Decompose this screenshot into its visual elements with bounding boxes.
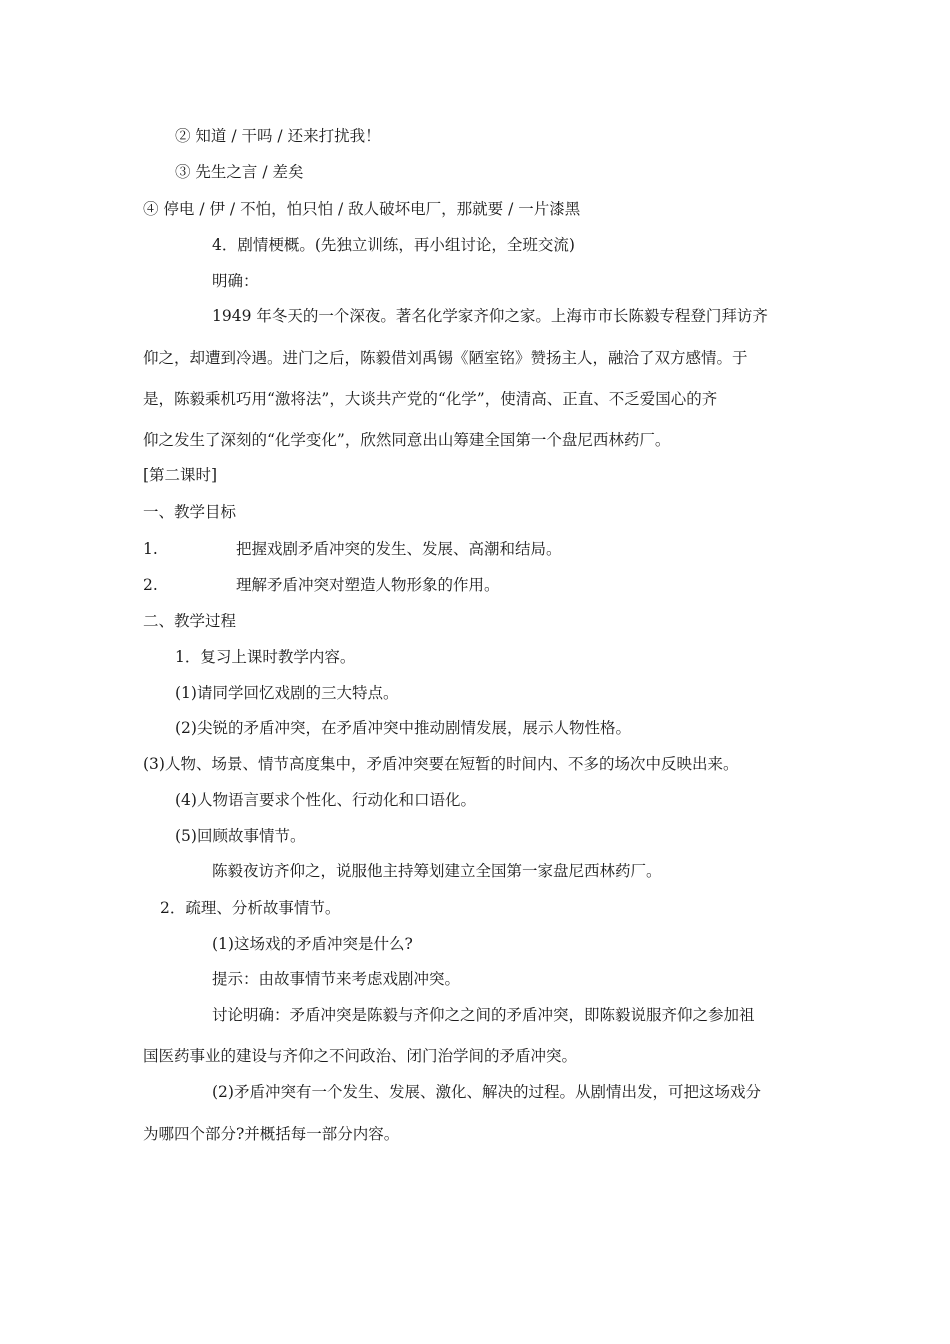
clarify-label: 明确： bbox=[212, 272, 259, 290]
goal-1-number: 1. bbox=[143, 540, 158, 558]
review-item-1: (1)请同学回忆戏剧的三大特点。 bbox=[175, 684, 399, 702]
goal-1-text: 把握戏剧矛盾冲突的发生、发展、高潮和结局。 bbox=[236, 540, 562, 558]
process-step-1: 1．复习上课时教学内容。 bbox=[175, 648, 356, 666]
section-teaching-goals: 一、教学目标 bbox=[143, 503, 237, 521]
review-item-3: (3)人物、场景、情节高度集中，矛盾冲突要在短暂的时间内、不多的场次中反映出来。 bbox=[143, 755, 739, 773]
hint-1: 提示：由故事情节来考虑戏剧冲突。 bbox=[212, 970, 461, 988]
segment-example-3: ③ 先生之言 / 差矣 bbox=[175, 163, 304, 181]
story-recap: 陈毅夜访齐仰之，说服他主持筹划建立全国第一家盘尼西林药厂。 bbox=[212, 862, 662, 880]
summary-line-2: 仰之，却遭到冷遇。进门之后，陈毅借刘禹锡《陋室铭》赞扬主人，融洽了双方感情。于 bbox=[143, 349, 748, 367]
process-step-2: 2．疏理、分析故事情节。 bbox=[160, 899, 341, 917]
summary-line-4: 仰之发生了深刻的“化学变化”，欣然同意出山筹建全国第一个盘尼西林药厂。 bbox=[143, 431, 671, 449]
discussion-line-1: 讨论明确：矛盾冲突是陈毅与齐仰之之间的矛盾冲突，即陈毅说服齐仰之参加祖 bbox=[212, 1006, 755, 1024]
question-1: (1)这场戏的矛盾冲突是什么? bbox=[212, 935, 413, 953]
review-item-5: (5)回顾故事情节。 bbox=[175, 827, 306, 845]
goal-2-text: 理解矛盾冲突对塑造人物形象的作用。 bbox=[236, 576, 500, 594]
goal-2-number: 2. bbox=[143, 576, 158, 594]
plot-summary-heading: 4．剧情梗概。(先独立训练，再小组讨论，全班交流) bbox=[212, 236, 575, 254]
segment-example-2: ② 知道 / 干吗 / 还来打扰我！ bbox=[175, 127, 381, 145]
second-lesson-heading: [第二课时] bbox=[143, 466, 218, 484]
review-item-4: (4)人物语言要求个性化、行动化和口语化。 bbox=[175, 791, 476, 809]
segment-example-4: ④ 停电 / 伊 / 不怕，怕只怕 / 敌人破坏电厂，那就要 / 一片漆黑 bbox=[143, 200, 581, 218]
summary-line-3: 是，陈毅乘机巧用“激将法”，大谈共产党的“化学”，使清高、正直、不乏爱国心的齐 bbox=[143, 390, 718, 408]
discussion-line-2: 国医药事业的建设与齐仰之不问政治、闭门治学间的矛盾冲突。 bbox=[143, 1047, 578, 1065]
review-item-2: (2)尖锐的矛盾冲突，在矛盾冲突中推动剧情发展，展示人物性格。 bbox=[175, 719, 631, 737]
question-2-line-1: (2)矛盾冲突有一个发生、发展、激化、解决的过程。从剧情出发，可把这场戏分 bbox=[212, 1083, 761, 1101]
summary-line-1: 1949 年冬天的一个深夜。著名化学家齐仰之家。上海市市长陈毅专程登门拜访齐 bbox=[212, 307, 768, 325]
question-2-line-2: 为哪四个部分?并概括每一部分内容。 bbox=[143, 1125, 400, 1143]
section-teaching-process: 二、教学过程 bbox=[143, 612, 237, 630]
